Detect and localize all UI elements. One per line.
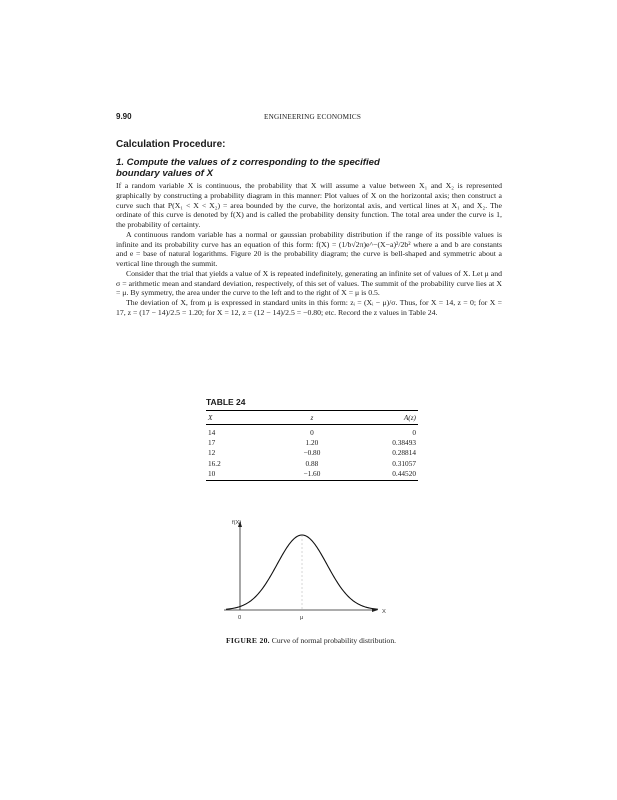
y-axis-label: f(X) xyxy=(232,520,242,526)
cell-az: 0.44520 xyxy=(347,468,418,480)
cell-z: 0.88 xyxy=(305,458,319,468)
paragraph-2: A continuous random variable has a normal or gaussian probability distribution if the range of its possible values is infinite and its probability curve has an equation of this form: f(X) = (1/b√2π)e^−(X−a)²/2b² where a and b are constants and e = base of natural logarithms. Figure 20 is the probability diagram; the curve is bell-shaped and symmetric about a vertical line through the summit. xyxy=(116,229,502,268)
x-axis-label: X xyxy=(382,609,386,615)
column-header-x: X xyxy=(206,411,277,425)
column-header-z: z xyxy=(277,411,346,425)
body-text xyxy=(116,181,502,318)
caption-label: FIGURE 20. xyxy=(225,636,270,645)
running-title: ENGINEERING ECONOMICS xyxy=(264,113,362,121)
cell-az: 0.31057 xyxy=(392,458,416,468)
page-number: 9.90 xyxy=(116,112,132,121)
cell-x: 16.2 xyxy=(208,458,221,468)
paragraph-4: The deviation of X, from μ is expressed in standard units in this form: zᵢ = (Xᵢ − μ)/σ. Thus, for X = 14, z = 0; for X = 17, z = (17 − 14)/2.5 = 1.20; for X = 12, z = (12 − 14)/2.5 = −0.80; etc. Record the z values in Table 24. xyxy=(116,298,502,317)
table-row xyxy=(206,458,418,468)
cell-az: 0.38493 xyxy=(392,438,416,448)
cell-az: 0.28814 xyxy=(392,448,416,458)
cell-z: −0.80 xyxy=(303,448,321,458)
mean-label: μ xyxy=(300,615,304,621)
paragraph-1: If a random variable X is continuous, the probability that X will assume a value between X₁ and X₂ is represented graphically by constructing a probability diagram in this manner: Plot values of X on the horizontal axis; then construct a curve such that P(X₁ < X < X₂) = area bounded by the curve, the horizontal axis, and vertical lines at X₁ and X₂. The ordinate of this curve is denoted by f(X) and is called the probability density function. The total area under the curve is 1, the probability of certainty. xyxy=(116,181,502,229)
origin-label: 0 xyxy=(238,615,242,621)
figure-caption xyxy=(196,636,426,645)
cell-x: 14 xyxy=(208,428,216,437)
cell-z: 1.20 xyxy=(305,438,319,448)
cell-z: 0 xyxy=(310,428,314,437)
table-header-row xyxy=(206,411,418,425)
table-row xyxy=(206,425,418,438)
paragraph-3: Consider that the trial that yields a value of X is repeated indefinitely, generating an infinite set of values of X. Let μ and σ = arithmetic mean and standard deviation, respectively, of this set of values. The summit of the probability curve lies at X = μ. By symmetry, the area under the curve to the left and to the right of X = μ is 0.5. xyxy=(116,268,502,298)
step-heading: 1. Compute the values of z corresponding to the specified boundary values of X xyxy=(116,157,380,179)
table-row xyxy=(206,468,418,480)
figure-20 xyxy=(224,518,396,628)
cell-x: 12 xyxy=(208,448,216,458)
table-title: TABLE 24 xyxy=(206,397,246,407)
column-header-az: A(z) xyxy=(347,411,418,425)
normal-curve-diagram xyxy=(224,518,396,628)
table-row xyxy=(206,448,418,458)
data-table xyxy=(206,410,418,481)
table-row xyxy=(206,438,418,448)
page-header xyxy=(116,112,502,124)
cell-az: 0 xyxy=(412,428,416,437)
section-title: Calculation Procedure: xyxy=(116,139,226,150)
cell-x: 10 xyxy=(206,468,277,480)
table-24 xyxy=(206,397,418,481)
cell-x: 17 xyxy=(208,438,216,448)
cell-z: −1.60 xyxy=(277,468,346,480)
caption-text: Curve of normal probability distribution. xyxy=(271,636,397,645)
